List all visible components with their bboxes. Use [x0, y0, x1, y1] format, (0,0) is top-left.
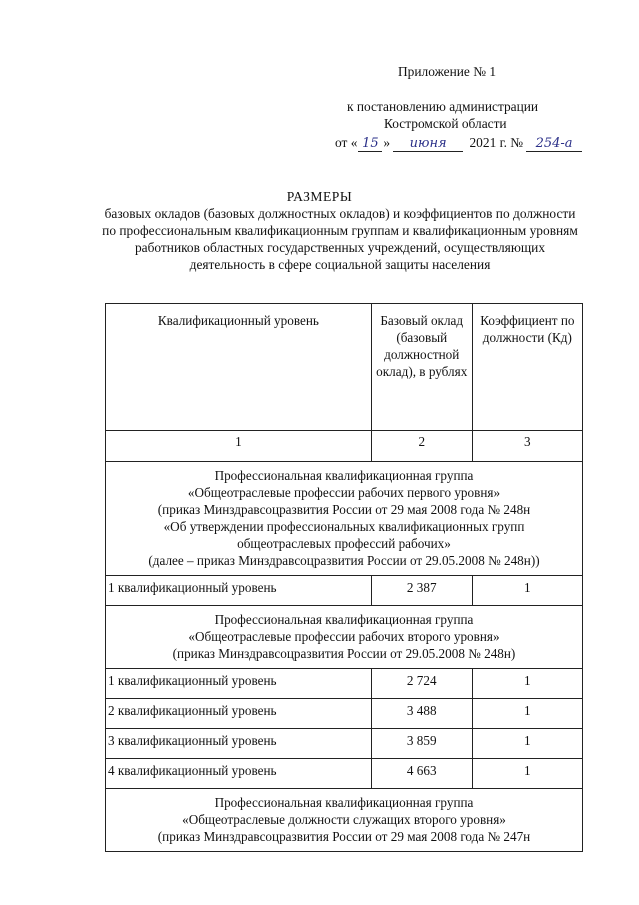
table-header-row — [106, 304, 583, 431]
region-name: Костромской области — [384, 116, 507, 131]
date-prefix: от « — [335, 135, 358, 150]
column-number: 1 — [106, 431, 372, 462]
salary-table-body — [106, 304, 583, 852]
document-title: РАЗМЕРЫ — [286, 189, 353, 204]
table-row — [106, 699, 583, 729]
date-year: 2021 г. № — [469, 135, 524, 150]
group-title-line: «Общеотраслевые профессии рабочих второго уровня» — [188, 629, 500, 644]
group-header-row — [106, 462, 583, 576]
handwritten-month: июня — [393, 137, 463, 152]
group-title-line: (приказ Минздравсоцразвития России от 29 мая 2008 года № 247н — [157, 829, 531, 844]
resolution-date-line — [335, 134, 582, 152]
group-title-line: «Общеотраслевые профессии рабочих первого уровня» — [187, 485, 501, 500]
base-salary: 2 387 — [371, 576, 472, 606]
document-subtitle: базовых окладов (базовых должностных окладов) и коэффициентов по должности по профессиональным квалификационным группам и квалификационным уровням работников областных государственных учреждений, осуществляющих деятельность в сфере социальной защиты населения — [102, 206, 578, 272]
salary-table — [105, 303, 583, 852]
base-salary: 3 859 — [371, 729, 472, 759]
group-title-line: (приказ Минздравсоцразвития России от 29 мая 2008 года № 248н — [157, 502, 531, 517]
group-header-row — [106, 789, 583, 852]
table-row — [106, 576, 583, 606]
qualification-level: 1 квалификационный уровень — [106, 576, 372, 606]
group-title-line: «Общеотраслевые должности служащих второго уровня» — [182, 812, 506, 827]
base-salary: 3 488 — [371, 699, 472, 729]
group-title-line: (приказ Минздравсоцразвития России от 29.05.2008 № 248н) — [172, 646, 516, 661]
group-title-line: Профессиональная квалификационная группа — [214, 612, 474, 627]
base-salary: 2 724 — [371, 669, 472, 699]
group-title-line: (далее – приказ Минздравсоцразвития России от 29.05.2008 № 248н)) — [148, 553, 540, 568]
position-coefficient: 1 — [472, 699, 582, 729]
group-title-line: общеотраслевых профессий рабочих» — [237, 536, 451, 551]
table-row — [106, 729, 583, 759]
base-salary: 4 663 — [371, 759, 472, 789]
group-title — [106, 789, 583, 852]
handwritten-day: 15 — [358, 137, 382, 152]
column-number: 2 — [371, 431, 472, 462]
qualification-level: 2 квалификационный уровень — [106, 699, 372, 729]
appendix-label: Приложение № 1 — [398, 64, 497, 79]
group-title-line: «Об утверждении профессиональных квалификационных групп — [163, 519, 525, 534]
column-number: 3 — [472, 431, 582, 462]
header-coefficient: Коэффициент по должности (Кд) — [472, 304, 582, 431]
position-coefficient: 1 — [472, 576, 582, 606]
position-coefficient: 1 — [472, 729, 582, 759]
column-number-row — [106, 431, 583, 462]
position-coefficient: 1 — [472, 669, 582, 699]
group-header-row — [106, 606, 583, 669]
group-title — [106, 462, 583, 576]
table-row — [106, 759, 583, 789]
group-title-line: Профессиональная квалификационная группа — [214, 468, 474, 483]
qualification-level: 3 квалификационный уровень — [106, 729, 372, 759]
header-salary: Базовый оклад (базовый должностной оклад), в рублях — [371, 304, 472, 431]
header-level: Квалификационный уровень — [106, 304, 372, 431]
group-title-line: Профессиональная квалификационная группа — [214, 795, 474, 810]
qualification-level: 1 квалификационный уровень — [106, 669, 372, 699]
handwritten-number: 254-а — [526, 137, 582, 152]
resolution-reference: к постановлению администрации — [347, 99, 539, 114]
table-row — [106, 669, 583, 699]
qualification-level: 4 квалификационный уровень — [106, 759, 372, 789]
date-mid: » — [383, 135, 391, 150]
group-title — [106, 606, 583, 669]
position-coefficient: 1 — [472, 759, 582, 789]
